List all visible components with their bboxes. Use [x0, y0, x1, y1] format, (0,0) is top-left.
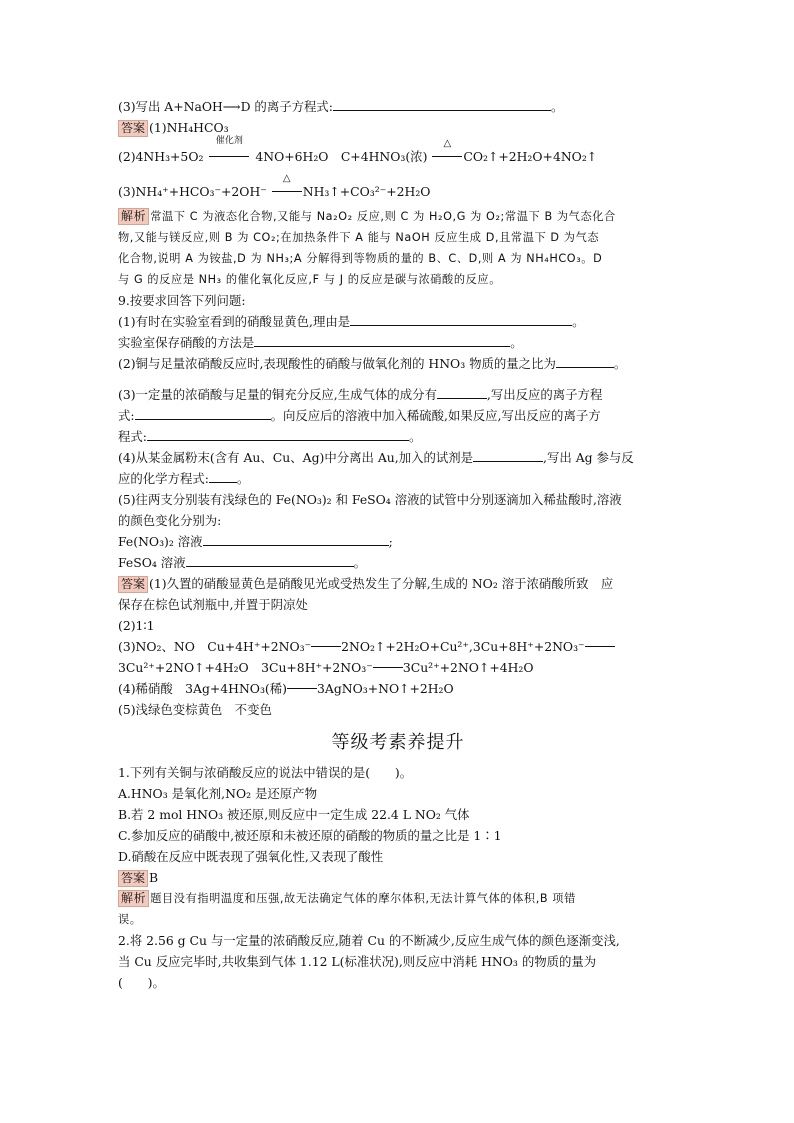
answer-blank	[186, 553, 354, 567]
question-text: (5)往两支分别装有浅绿色的 Fe(NO₃)₂ 和 FeSO₄ 溶液的试管中分别逐滴加入稀盐酸时,溶液	[118, 492, 622, 507]
question-text: ,写出 Ag 参与反	[543, 450, 634, 465]
option-text: B.若 2 mol HNO₃ 被还原,则反应中一定生成 22.4 L NO₂ 气体	[118, 807, 470, 822]
answer-text: (2)1∶1	[118, 618, 155, 633]
equal-sign-icon	[209, 156, 249, 157]
q9-p5b	[118, 510, 678, 531]
q9-p4b	[118, 468, 678, 489]
answer-blank	[147, 427, 409, 441]
q1-option-a	[118, 783, 678, 804]
answer-blank	[473, 448, 543, 462]
option-text: D.硝酸在反应中既表现了强氧化性,又表现了酸性	[118, 849, 384, 864]
q9-answer-1	[118, 573, 678, 594]
q9-p1b	[118, 332, 678, 353]
option-text: A.HNO₃ 是氧化剂,NO₂ 是还原产物	[118, 786, 317, 801]
q9-p5c	[118, 531, 678, 552]
q9-p3c	[118, 426, 678, 447]
arrow-icon: ⟶	[222, 99, 241, 114]
analysis-badge: 解析	[118, 208, 149, 225]
question-text: (4)从某金属粉末(含有 Au、Cu、Ag)中分离出 Au,加入的试剂是	[118, 450, 474, 465]
heat-condition	[431, 138, 463, 167]
analysis-line-2	[118, 227, 678, 248]
analysis-line-1	[118, 206, 678, 227]
period: 。	[572, 314, 585, 329]
document-page	[118, 96, 678, 993]
period: 。	[550, 99, 564, 114]
equal-sign-icon	[272, 191, 302, 192]
question-title: 9.按要求回答下列问题:	[118, 293, 246, 308]
equation-part: (3)NH₄⁺+HCO₃⁻+2OH⁻	[118, 184, 267, 199]
q3-text: (3)写出 A+NaOH	[118, 99, 223, 114]
analysis-line-4	[118, 269, 678, 290]
answer-blank	[437, 385, 487, 399]
question-text: 。向反应后的溶液中加入稀硫酸,如果反应,写出反应的离子方	[270, 408, 601, 423]
answer-text: 3Cu²⁺+2NO↑+4H₂O 3Cu+8H⁺+2NO₃⁻	[118, 660, 373, 675]
q9-p3b	[118, 405, 678, 426]
question-text: FeSO₄ 溶液	[118, 555, 186, 570]
equation-part: CO₂↑+2H₂O+4NO₂↑	[463, 149, 598, 164]
option-text: C.参加反应的硝酸中,被还原和未被还原的硝酸的物质的量之比是 1∶1	[118, 828, 502, 843]
q9-p3a	[118, 384, 678, 405]
answer-blank	[135, 406, 271, 420]
q1-analysis-2	[118, 909, 678, 930]
q9-p5d	[118, 552, 678, 573]
question-text: ,写出反应的离子方程	[486, 387, 603, 402]
answer-blank	[209, 469, 237, 483]
analysis-text: 题目没有指明温度和压强,故无法确定气体的摩尔体积,无法计算气体的体积,B 项错	[150, 892, 576, 905]
equal-sign-icon	[432, 156, 462, 157]
q1-option-d	[118, 846, 678, 867]
analysis-text: 误。	[118, 913, 142, 926]
q9-answer-1b	[118, 594, 678, 615]
delta-icon: △	[282, 173, 291, 184]
heat-condition	[271, 173, 303, 202]
answer-blank	[350, 312, 572, 326]
equal-sign-icon	[585, 646, 615, 647]
period: 。	[613, 356, 627, 371]
section-title: 等级考素养提升	[331, 732, 465, 753]
answer-badge: 答案	[118, 870, 148, 887]
q1-answer	[118, 867, 678, 888]
question-text: 1.下列有关铜与浓硝酸反应的说法中错误的是( )。	[118, 765, 413, 780]
q9-answer-2	[118, 615, 678, 636]
q2-stem-2	[118, 951, 678, 972]
answer-badge: 答案	[118, 120, 148, 137]
equation-part: NH₃↑+CO₃²⁻+2H₂O	[302, 184, 431, 199]
q9-answer-3b	[118, 657, 678, 678]
question-text: 当 Cu 反应完毕时,共收集到气体 1.12 L(标准状况),则反应中消耗 HNO₃ 的物质的量为	[118, 954, 597, 969]
question-text: 式:	[118, 408, 135, 423]
answer-line-2	[118, 136, 678, 167]
answer-text: (4)稀硝酸 3Ag+4HNO₃(稀)	[118, 681, 287, 696]
q9-p5a	[118, 489, 678, 510]
question-text: 应的化学方程式:	[118, 471, 209, 486]
q2-stem-1	[118, 930, 678, 951]
period: 。	[510, 335, 523, 350]
analysis-badge: 解析	[118, 890, 149, 907]
question-text: 程式:	[118, 429, 147, 444]
period: 。	[353, 555, 366, 570]
q3-text-2: D 的离子方程式:	[240, 99, 333, 114]
answer-text: (1)久置的硝酸显黄色是硝酸见光或受热发生了分解,生成的 NO₂ 溶于浓硝酸所致 应	[149, 576, 614, 591]
question-text: Fe(NO₃)₂ 溶液	[118, 534, 203, 549]
equal-sign-icon	[287, 688, 317, 689]
q1-option-b	[118, 804, 678, 825]
q1-stem	[118, 762, 678, 783]
period: 。	[408, 429, 422, 444]
q1-analysis-1	[118, 888, 678, 909]
q9-p2	[118, 353, 678, 374]
q9-answer-5	[118, 699, 678, 720]
equation-part: 4NO+6H₂O C+4HNO₃(浓)	[255, 149, 428, 164]
q1-option-c	[118, 825, 678, 846]
answer-text: (5)浅绿色变棕黄色 不变色	[118, 702, 272, 717]
answer-line-1	[118, 117, 678, 138]
answer-text: 保存在棕色试剂瓶中,并置于阴凉处	[118, 597, 308, 612]
answer-text: 3Cu²⁺+2NO↑+4H₂O	[402, 660, 534, 675]
answer-text: 2NO₂↑+2H₂O+Cu²⁺,3Cu+8H⁺+2NO₃⁻	[341, 639, 585, 654]
question-text: (2)铜与足量浓硝酸反应时,表现酸性的硝酸与做氧化剂的 HNO₃ 物质的量之比为	[118, 356, 556, 371]
question-text: ( )。	[118, 975, 165, 990]
q9-p4a	[118, 447, 678, 468]
answer-blank	[254, 333, 510, 347]
question-text: 的颜色变化分别为:	[118, 513, 222, 528]
equal-sign-icon	[373, 667, 403, 668]
equation-part: (2)4NH₃+5O₂	[118, 149, 204, 164]
answer-blank	[556, 354, 614, 368]
catalyst-condition	[207, 136, 251, 167]
answer-text: (3)NO₂、NO Cu+4H⁺+2NO₃⁻	[118, 639, 312, 654]
analysis-text: 化合物,说明 A 为铵盐,D 为 NH₃;A 分解得到等物质的量的 B、C、D,则 A 为 NH₄HCO₃。D	[118, 252, 603, 265]
period: 。	[236, 471, 250, 486]
question-text: 实验室保存硝酸的方法是	[118, 335, 255, 350]
analysis-text: 常温下 C 为液态化合物,又能与 Na₂O₂ 反应,则 C 为 H₂O,G 为 O₂;常温下 B 为气态化合	[150, 210, 616, 223]
question-text: (3)一定量的浓硝酸与足量的铜充分反应,生成气体的成分有	[118, 387, 437, 402]
semicolon: ;	[388, 534, 393, 549]
question-text: (1)有时在实验室看到的硝酸显黄色,理由是	[118, 314, 351, 329]
q2-stem-3	[118, 972, 678, 993]
q3-line	[118, 96, 678, 117]
analysis-text: 物,又能与镁反应,则 B 为 CO₂;在加热条件下 A 能与 NaOH 反应生成 D,且常温下 D 为气态	[118, 231, 600, 244]
analysis-text: 与 G 的反应是 NH₃ 的催化氧化反应,F 与 J 的反应是碳与浓硝酸的反应。	[118, 273, 501, 286]
question-text: 2.将 2.56 g Cu 与一定量的浓硝酸反应,随着 Cu 的不断减少,反应生成气体的颜色逐渐变浅,	[118, 933, 620, 948]
answer-line-3	[118, 173, 678, 202]
analysis-line-3	[118, 248, 678, 269]
answer-text: (1)NH₄HCO₃	[149, 120, 229, 135]
answer-badge: 答案	[118, 576, 148, 593]
answer-text: 3AgNO₃+NO↑+2H₂O	[316, 681, 454, 696]
q9-p1a	[118, 311, 678, 332]
answer-text: B	[149, 870, 159, 885]
delta-icon: △	[443, 138, 452, 149]
answer-blank	[203, 532, 389, 546]
q9-answer-3a	[118, 636, 678, 657]
catalyst-label: 催化剂	[215, 136, 243, 146]
answer-blank	[333, 97, 551, 111]
equal-sign-icon	[311, 646, 341, 647]
q9-answer-4	[118, 678, 678, 699]
q9-title	[118, 290, 678, 311]
